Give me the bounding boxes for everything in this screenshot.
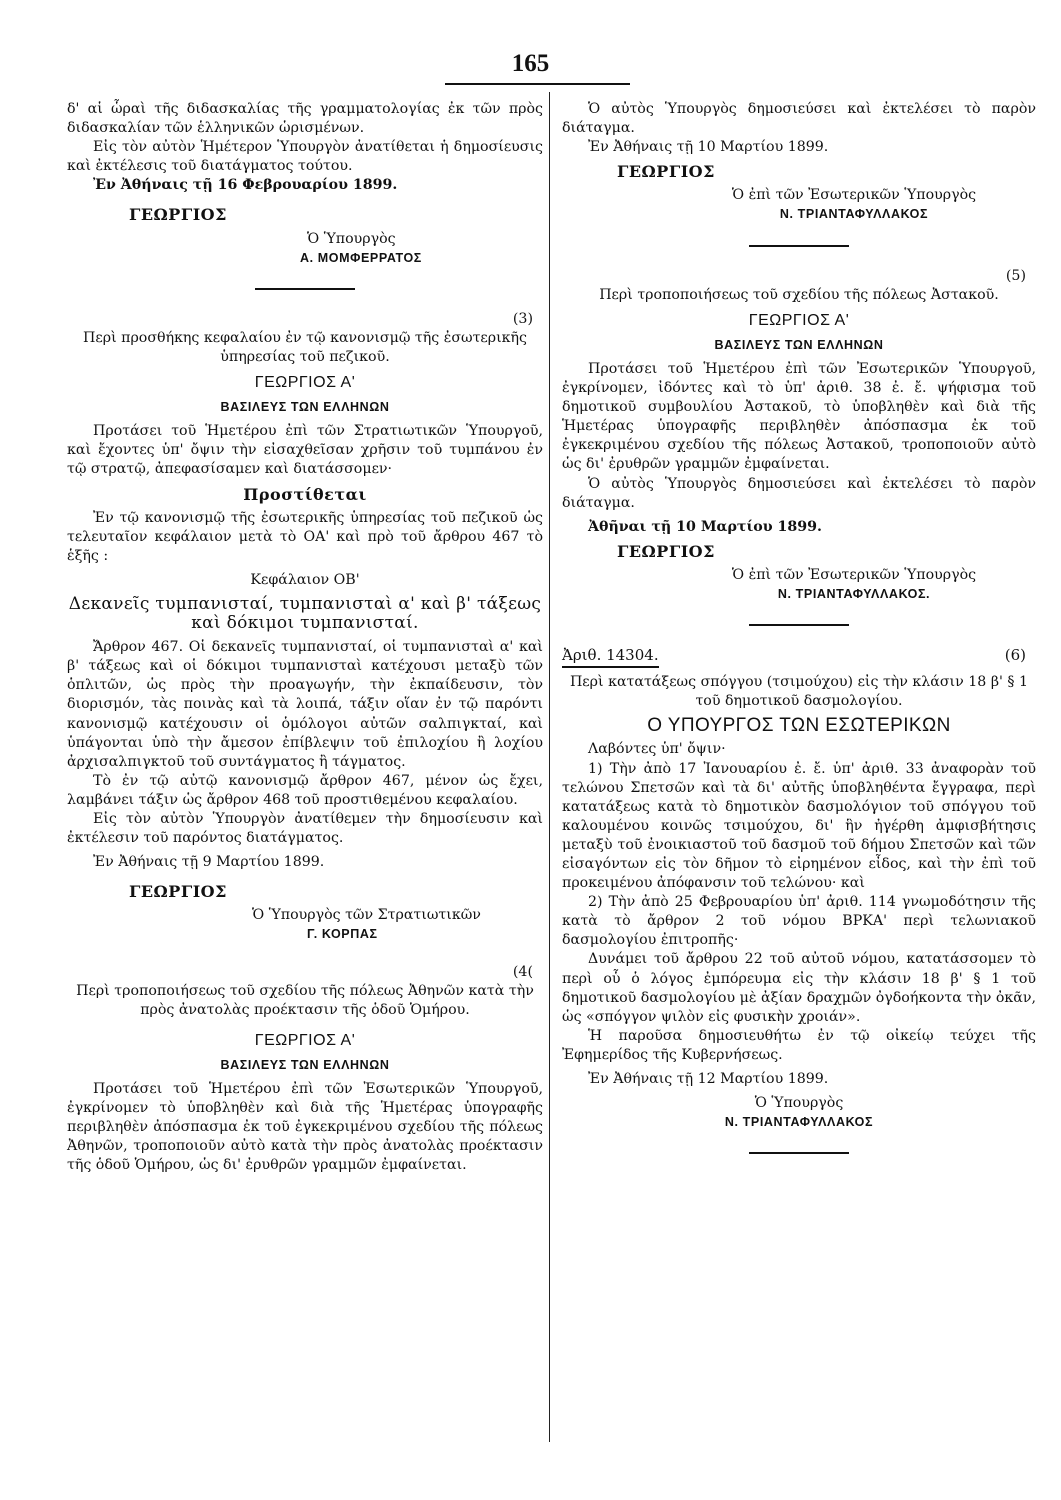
decree-3-intro: Ἐν τῷ κανονισμῷ τῆς ἐσωτερικῆς ὑπηρεσίας τοῦ πεζικοῦ ὡς τελευταῖον κεφάλαιον μετὰ τὸ ΟΑ' καὶ πρὸ τοῦ ἄρθρου 467 τὸ ἑξῆς :: [67, 509, 543, 564]
decree-6-title: Περὶ κατατάξεως σπόγγου (τσιμούχου) εἰς τὴν κλάσιν 18 β' § 1 τοῦ δημοτικοῦ δασμολογίου.: [569, 674, 1029, 710]
decree-5-title: Περὶ τροποποιήσεως τοῦ σχεδίου τῆς πόλεως Ἀστακοῦ.: [599, 286, 999, 303]
decree-3-king-sign: ΓΕΩΡΓΙΟΣ: [129, 882, 227, 902]
decree-6-number: (6): [1004, 646, 1026, 665]
prev-decree-minister-title: Ὁ Ὑπουργὸς: [307, 230, 396, 247]
decree-6-minister-name: Ν. ΤΡΙΑΝΤΑΦΥΛΛΑΚΟΣ: [724, 1115, 874, 1130]
decree-4-date: Ἐν Ἀθήναις τῇ 10 Μαρτίου 1899.: [588, 139, 829, 156]
decree-3-article: Ἄρθρον 467. Οἱ δεκανεῖς τυμπανισταί, οἱ τυμπανισταὶ α' καὶ β' τάξεως καὶ οἱ δόκιμοι τυμπανισταὶ κατέχουσι μεταξὺ τῶν ὁπλιτῶν, ὡς πρὸς τὴν προαγωγήν, τὴν ἐκπαίδευσιν, τὸν διορισμόν, τὰς ποινὰς καὶ τὰ λοιπά, τάξιν οἵαν ἐν τῷ παρόντι κανονισμῷ κατέχουσιν οἱ ὁμόλογοι αὐτῶν σαλπιγκταί, καὶ ὑπάγονται ὑπὸ τὴν ἄμεσον ἐπίβλεψιν τοῦ ἐπιλοχίου ἢ λοχίου ἀρχισαλπιγκτοῦ τοῦ συντάγματος ἢ τάγματος.: [67, 639, 543, 770]
decree-5-publication: Ὁ αὐτὸς Ὑπουργὸς δημοσιεύσει καὶ ἐκτελέσει τὸ παρὸν διάταγμα.: [562, 475, 1036, 511]
decree-3-minister-title: Ὁ Ὑπουργὸς τῶν Στρατιωτικῶν: [252, 907, 481, 924]
decree-6-date: Ἐν Ἀθήναις τῇ 12 Μαρτίου 1899.: [588, 1071, 829, 1088]
decree-5-minister-name: Ν. ΤΡΙΑΝΤΑΦΥΛΛΑΚΟΣ.: [777, 586, 931, 601]
decree-6-publication: Ἡ παροῦσα δημοσιευθήτω ἐν τῷ οἰκείῳ τεύχει τῆς Ἐφημερίδος τῆς Κυβερνήσεως.: [562, 1027, 1036, 1063]
decree-6-considering: Λαβόντες ὑπ' ὄψιν·: [588, 741, 726, 758]
decree-3-preamble: Προτάσει τοῦ Ἡμετέρου ἐπὶ τῶν Στρατιωτικῶν Ὑπουργοῦ, καὶ ἔχοντες ὑπ' ὄψιν τὴν εἰσαχθεῖσαν χρῆσιν τοῦ τυμπάνου ἐν τῷ στρατῷ, ἀπεφασίσαμεν καὶ διατάσσομεν·: [67, 423, 543, 478]
decree-5-king: ΓΕΩΡΓΙΟΣ Α': [748, 311, 850, 329]
decree-5-preamble: Προτάσει τοῦ Ἡμετέρου ἐπὶ τῶν Ἐσωτερικῶν Ὑπουργοῦ, ἐγκρίνομεν, ἰδόντες καὶ τὸ ὑπ' ἀριθ. 38 ἐ. ἔ. ψήφισμα τοῦ δημοτικοῦ συμβουλίου Ἀστακοῦ, τὸ ὑποβληθὲν καὶ διὰ τῆς Ἡμετέρας ὑπογραφῆς περιβληθὲν ἀπόσπασμα ἐκ τοῦ ἐγκεκριμένου σχεδίου τῆς πόλεως Ἀστακοῦ, τροποποιοῦν αὐτὸ ὡς δι' ἐρυθρῶν γραμμῶν ἐμφαίνεται.: [562, 360, 1036, 473]
header-rule: [445, 83, 630, 85]
decree-5-minister-title: Ὁ ἐπὶ τῶν Ἐσωτερικῶν Ὑπουργὸς: [731, 566, 977, 583]
decree-5-king-title: ΒΑΣΙΛΕΥΣ ΤΩΝ ΕΛΛΗΝΩΝ: [714, 337, 884, 352]
decree-6-decision: Δυνάμει τοῦ ἄρθρου 22 τοῦ αὐτοῦ νόμου, κατατάσσομεν τὸ περὶ οὗ ὁ λόγος ἐμπόρευμα εἰς τὴν κλάσιν 18 β' § 1 τοῦ δημοτικοῦ δασμολογίου μὲ ἀξίαν δραχμῶν ὀγδοήκοντα τὴν ὀκᾶν, ὡς «σπόγγον ψιλὸν εἰς φυσικὴν χροιάν».: [562, 951, 1036, 1025]
decree-4-minister-title: Ὁ ἐπὶ τῶν Ἐσωτερικῶν Ὑπουργὸς: [731, 187, 977, 204]
decree-6-authority: Ο ΥΠΟΥΡΓΟΣ ΤΩΝ ΕΣΩΤΕΡΙΚΩΝ: [647, 715, 951, 737]
right-column: [562, 100, 1036, 1174]
decree-6-number-line: [562, 646, 1036, 668]
decree-3-minister-name: Γ. ΚΟΡΠΑΣ: [307, 927, 378, 942]
decree-4-king-sign: ΓΕΩΡΓΙΟΣ: [617, 162, 715, 182]
decree-3-number: (3): [512, 310, 533, 327]
prev-decree-date: Ἐν Ἀθήναις τῇ 16 Φεβρουαρίου 1899.: [93, 177, 398, 194]
decree-4-publication: Ὁ αὐτὸς Ὑπουργὸς δημοσιεύσει καὶ ἐκτελέσει τὸ παρὸν διάταγμα.: [562, 101, 1036, 137]
decree-4-king: ΓΕΩΡΓΙΟΣ Α': [254, 1031, 356, 1049]
decree-3-heading: Προστίθεται: [243, 484, 367, 504]
decree-5-date: Ἀθῆναι τῇ 10 Μαρτίου 1899.: [588, 518, 822, 535]
decree-4-title: Περὶ τροποποιήσεως τοῦ σχεδίου τῆς πόλεως Ἀθηνῶν κατὰ τὴν πρὸς ἀνατολὰς προέκτασιν τῆς ὁδοῦ Ὁμήρου.: [76, 982, 534, 1018]
prev-decree-publication: Εἰς τὸν αὐτὸν Ἡμέτερον Ὑπουργὸν ἀνατίθεται ἡ δημοσίευσις καὶ ἐκτέλεσις τοῦ διατάγματος τούτου.: [67, 139, 543, 175]
separator-rule: [749, 624, 849, 626]
decree-5-number: (5): [1005, 267, 1026, 284]
left-column: [67, 100, 543, 1176]
decree-3-king-title: ΒΑΣΙΛΕΥΣ ΤΩΝ ΕΛΛΗΝΩΝ: [220, 400, 390, 415]
decree-4-king-title: ΒΑΣΙΛΕΥΣ ΤΩΝ ΕΛΛΗΝΩΝ: [220, 1057, 390, 1072]
column-divider: [549, 92, 550, 1442]
decree-3-chapter: Κεφάλαιον ΟΒ': [250, 571, 360, 588]
decree-6-minister-title: Ὁ Ὑπουργὸς: [754, 1095, 844, 1112]
separator-rule: [749, 245, 849, 247]
decree-4-minister-name: Ν. ΤΡΙΑΝΤΑΦΥΛΛΑΚΟΣ: [779, 207, 929, 222]
decree-3-title: Περὶ προσθήκης κεφαλαίου ἐν τῷ κανονισμῷ τῆς ἐσωτερικῆς ὑπηρεσίας τοῦ πεζικοῦ.: [83, 329, 527, 365]
decree-3-note: Τὸ ἐν τῷ αὐτῷ κανονισμῷ ἄρθρον 467, μένον ὡς ἔχει, λαμβάνει τάξιν ὡς ἄρθρον 468 τοῦ προστιθεμένου κεφαλαίου.: [67, 772, 543, 808]
prev-decree-continuation: δ' αἱ ὧραὶ τῆς διδασκαλίας τῆς γραμματολογίας ἐκ τῶν πρὸς διδασκαλίαν τῶν ἑλληνικῶν ὡρισμένων.: [67, 101, 543, 137]
prev-decree-king: ΓΕΩΡΓΙΟΣ: [129, 205, 227, 225]
decree-3-chapter-title: Δεκανεῖς τυμπανισταί, τυμπανισταὶ α' καὶ β' τάξεως καὶ δόκιμοι τυμπανισταί.: [68, 593, 542, 634]
decree-6-ref: Ἀριθ. 14304.: [562, 646, 659, 668]
prev-decree-minister-name: Α. ΜΟΜΦΕΡΡΑΤΟΣ: [300, 250, 422, 265]
decree-3-king: ΓΕΩΡΓΙΟΣ Α': [254, 374, 356, 392]
page-number: 165: [511, 50, 550, 77]
separator-rule: [255, 288, 355, 290]
decree-6-item-1: 1) Τὴν ἀπὸ 17 Ἰανουαρίου ἐ. ἔ. ὑπ' ἀριθ. 33 ἀναφορὰν τοῦ τελώνου Σπετσῶν καὶ τὰ δι' αὐτῆς ὑποβληθέντα ἔγγραφα, περὶ κατατάξεως κατὰ τὸ δημοτικὸν δασμολόγιον τοῦ σπόγγου τοῦ καλουμένου κοινῶς τσιμούχου, δι' ἣν ἠγέρθη ἀμφισβήτησις μεταξὺ τοῦ ἐνοικιαστοῦ τοῦ δασμοῦ τοῦ δήμου Σπετσῶν καὶ τῶν εἰσαγόντων εἰς τὸν δῆμον τὸ εἰρημένον εἶδος, καὶ τὴν ἐπὶ τοῦ προκειμένου ἀπόφανσιν τοῦ τελώνου· καὶ: [562, 760, 1036, 892]
decree-3-date: Ἐν Ἀθήναις τῇ 9 Μαρτίου 1899.: [93, 854, 325, 871]
decree-6-item-2: 2) Τὴν ἀπὸ 25 Φεβρουαρίου ὑπ' ἀριθ. 114 γνωμοδότησιν τῆς κατὰ τὸ ἄρθρον 2 τοῦ νόμου ΒΡΚΑ' περὶ τελωνιακοῦ δασμολογίου ἐπιτροπῆς·: [562, 894, 1036, 949]
decree-4-number: (4(: [512, 963, 533, 980]
decree-3-publication: Εἰς τὸν αὐτὸν Ὑπουργὸν ἀνατίθεμεν τὴν δημοσίευσιν καὶ ἐκτέλεσιν τοῦ παρόντος διατάγματος.: [67, 811, 543, 847]
decree-4-preamble: Προτάσει τοῦ Ἡμετέρου ἐπὶ τῶν Ἐσωτερικῶν Ὑπουργοῦ, ἐγκρίνομεν τὸ ὑποβληθὲν καὶ διὰ τῆς Ἡμετέρας ὑπογραφῆς περιβληθὲν ἀπόσπασμα ἐκ τοῦ ἐγκεκριμένου σχεδίου τῆς πόλεως Ἀθηνῶν, τροποποιοῦν αὐτὸ κατὰ τὴν πρὸς ἀνατολὰς προέκτασιν τῆς ὁδοῦ Ὁμήρου, ὡς δι' ἐρυθρῶν γραμμῶν ἐμφαίνεται.: [67, 1081, 543, 1174]
separator-rule: [749, 1152, 849, 1154]
decree-5-king-sign: ΓΕΩΡΓΙΟΣ: [617, 541, 715, 561]
